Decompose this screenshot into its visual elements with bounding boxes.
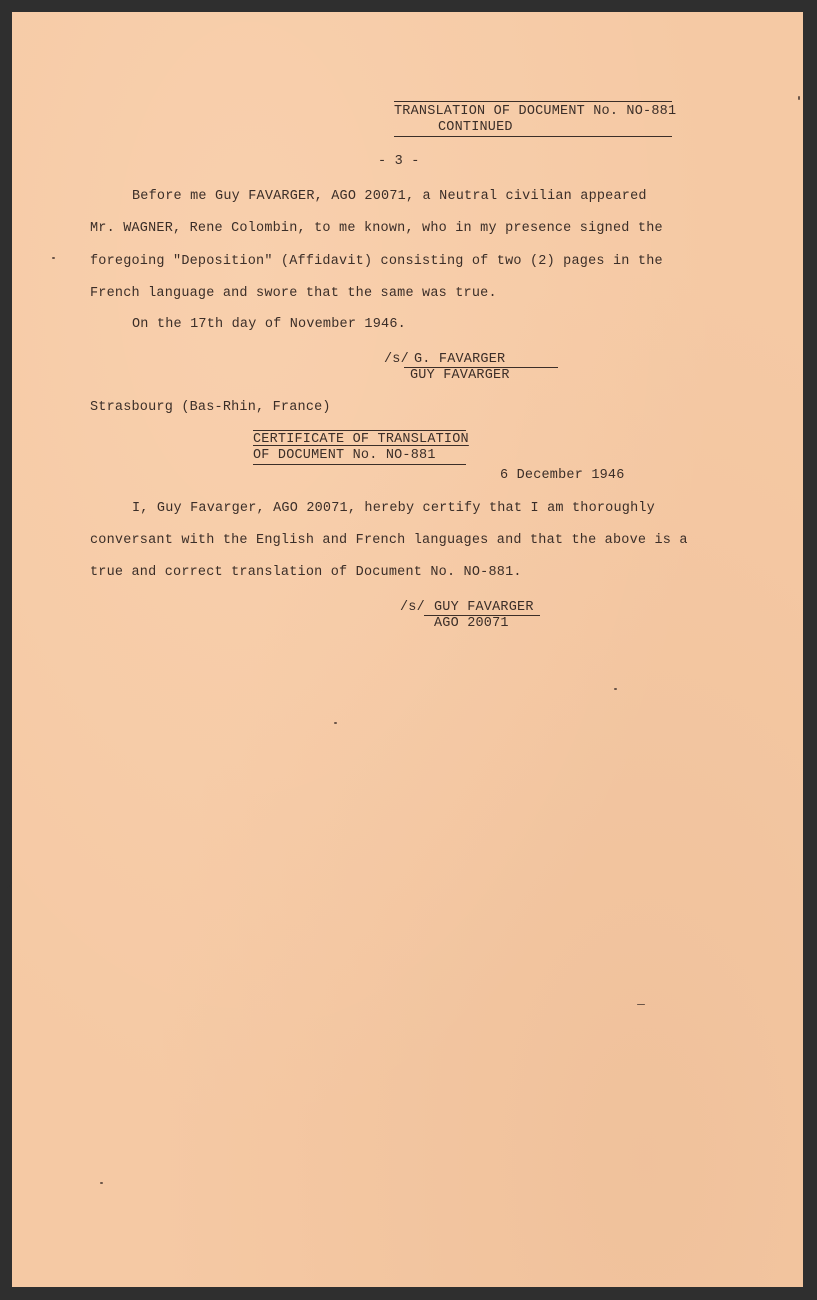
- certificate-date: 6 December 1946: [500, 468, 625, 483]
- paper-speck: [798, 96, 800, 100]
- signature2-prefix: /s/: [400, 600, 425, 615]
- signature-prefix: /s/: [384, 352, 409, 367]
- certificate-top-rule: [253, 430, 466, 431]
- certificate-title-2: OF DOCUMENT No. NO-881: [253, 448, 436, 463]
- location: Strasbourg (Bas-Rhin, France): [90, 400, 331, 415]
- paper-speck: [52, 257, 55, 259]
- page-number: - 3 -: [378, 154, 420, 169]
- paper-speck: [100, 1182, 103, 1184]
- paper-speck: [637, 1004, 645, 1005]
- document-page: [12, 12, 803, 1287]
- header-bottom-rule: [394, 136, 672, 137]
- signature2-signed-name: GUY FAVARGER: [434, 600, 534, 615]
- signature-printed-name: GUY FAVARGER: [410, 368, 510, 383]
- paper-speck: [614, 688, 617, 690]
- header-continued: CONTINUED: [438, 120, 513, 135]
- header-top-rule: [394, 101, 672, 102]
- deposition-line-1: Before me Guy FAVARGER, AGO 20071, a Neutral civilian appeared: [132, 189, 647, 204]
- signature-signed-name: G. FAVARGER: [414, 352, 506, 367]
- deposition-date-line: On the 17th day of November 1946.: [132, 317, 406, 332]
- certificate-bottom-rule: [253, 464, 466, 465]
- certificate-line-1: I, Guy Favarger, AGO 20071, hereby certify that I am thoroughly: [132, 501, 655, 516]
- deposition-line-2: Mr. WAGNER, Rene Colombin, to me known, who in my presence signed the: [90, 221, 663, 236]
- certificate-line-3: true and correct translation of Document No. NO-881.: [90, 565, 522, 580]
- header-title: TRANSLATION OF DOCUMENT No. NO-881: [394, 104, 677, 119]
- certificate-line-2: conversant with the English and French languages and that the above is a: [90, 533, 688, 548]
- deposition-line-4: French language and swore that the same was true.: [90, 286, 497, 301]
- deposition-line-3: foregoing "Deposition" (Affidavit) consisting of two (2) pages in the: [90, 254, 663, 269]
- signature2-id: AGO 20071: [434, 616, 509, 631]
- paper-speck: [334, 722, 337, 724]
- certificate-title-1: CERTIFICATE OF TRANSLATION: [253, 432, 469, 447]
